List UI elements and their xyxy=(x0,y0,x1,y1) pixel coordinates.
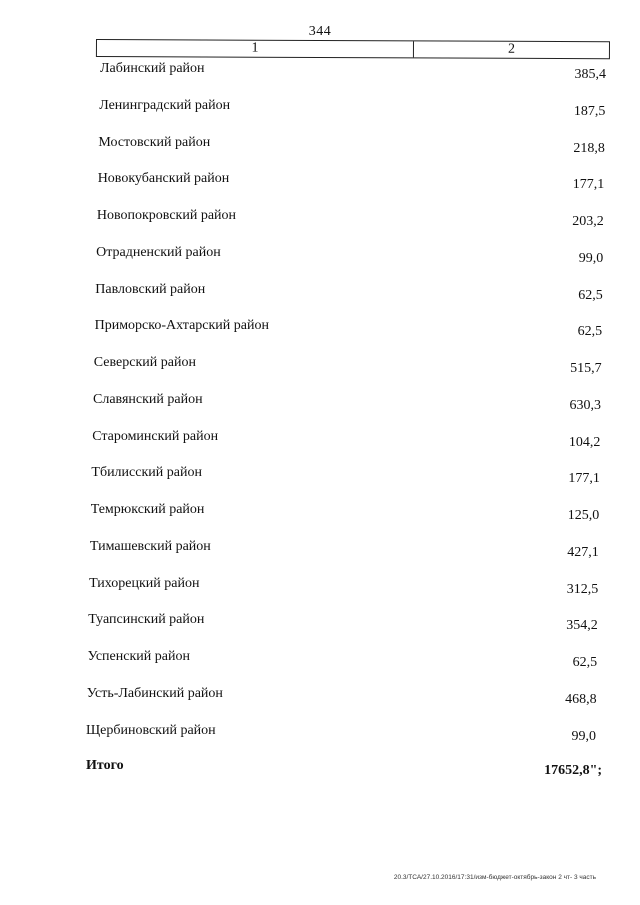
district-name: Новопокровский район xyxy=(96,208,237,223)
district-name: Усть-Лабинский район xyxy=(86,685,223,701)
district-value: 427,1 xyxy=(567,544,599,560)
district-name: Щербиновский район xyxy=(86,722,216,738)
district-value: 218,8 xyxy=(573,140,605,156)
district-name: Новокубанский район xyxy=(97,171,230,187)
district-name: Мостовский район xyxy=(98,134,211,150)
district-value: 468,8 xyxy=(565,691,597,707)
district-value: 354,2 xyxy=(566,618,598,634)
district-value: 104,2 xyxy=(568,434,601,450)
district-name: Славянский район xyxy=(93,391,203,407)
footer-note: 20.3/ТСА/27.10.2016/17:31/изм-бюджет-октябрь-закон 2 чт- 3 часть xyxy=(393,874,596,881)
page-number: 344 xyxy=(308,24,332,39)
district-name: Ленинградский район xyxy=(99,97,231,113)
district-name: Темрюкский район xyxy=(90,502,205,517)
district-value: 62,5 xyxy=(572,655,598,670)
table-header-col-2: 2 xyxy=(507,41,515,57)
total-value: 17652,8"; xyxy=(544,763,602,778)
district-value: 203,2 xyxy=(572,214,604,229)
total-label: Итого xyxy=(86,758,124,773)
district-name: Туапсинский район xyxy=(88,612,205,628)
district-value: 187,5 xyxy=(573,103,606,119)
district-name: Лабинский район xyxy=(100,61,205,76)
district-value: 99,0 xyxy=(571,728,596,744)
district-value: 62,5 xyxy=(577,324,603,340)
district-value: 99,0 xyxy=(578,250,604,266)
district-name: Северский район xyxy=(93,355,196,370)
district-name: Павловский район xyxy=(95,281,206,297)
district-value: 177,1 xyxy=(568,471,600,487)
district-name: Тбилисский район xyxy=(91,465,202,481)
district-name: Отрадненский район xyxy=(96,244,221,260)
district-name: Тимашевский район xyxy=(89,538,211,554)
district-value: 125,0 xyxy=(567,508,600,523)
district-value: 177,1 xyxy=(572,177,605,193)
table-header-col-1: 1 xyxy=(97,40,414,57)
district-value: 630,3 xyxy=(569,397,601,413)
district-value: 385,4 xyxy=(574,67,606,82)
district-value: 515,7 xyxy=(570,361,602,376)
district-name: Тихорецкий район xyxy=(89,575,200,591)
district-name: Староминский район xyxy=(92,428,219,444)
district-value: 312,5 xyxy=(566,581,599,597)
district-name: Приморско-Ахтарский район xyxy=(94,318,269,334)
district-value: 62,5 xyxy=(578,287,603,303)
district-name: Успенский район xyxy=(87,649,190,664)
